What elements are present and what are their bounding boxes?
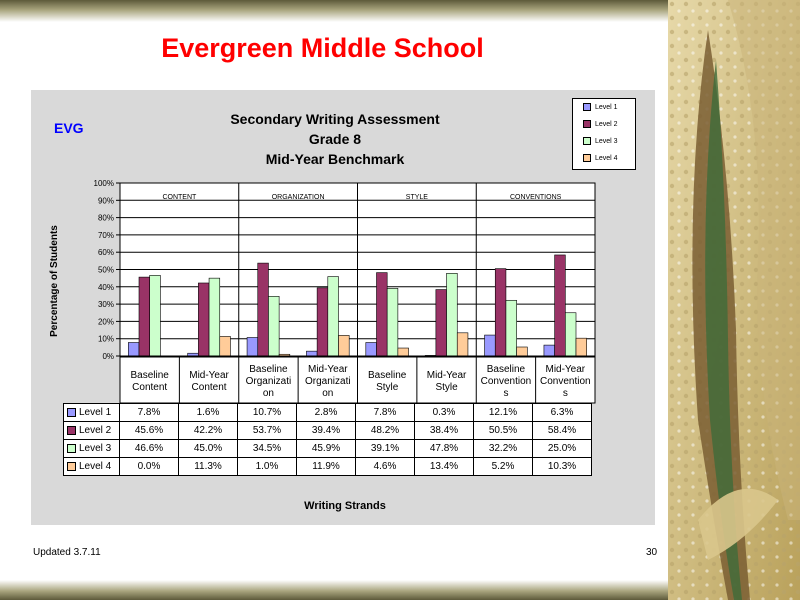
bar [517, 347, 528, 356]
table-cell: 25.0% [533, 440, 592, 458]
bar [485, 335, 496, 356]
table-cell: 7.8% [356, 404, 415, 422]
school-code-label: EVG [54, 120, 84, 136]
bar [398, 348, 409, 356]
table-cell: 45.6% [120, 422, 179, 440]
table-cell: 11.3% [179, 458, 238, 476]
y-tick-label: 100% [93, 179, 114, 188]
row-label: Level 2 [79, 425, 112, 436]
legend-label: Level 2 [595, 120, 618, 128]
legend-label: Level 4 [595, 154, 618, 162]
y-tick-label: 80% [97, 213, 114, 223]
table-row-header [64, 404, 120, 422]
y-tick-label: 50% [97, 265, 114, 275]
row-label: Level 3 [79, 443, 112, 454]
y-axis-label: Percentage of Students [49, 225, 60, 337]
x-tick-label: Content [132, 382, 168, 393]
table-row-level-4 [64, 458, 592, 476]
x-tick-label: Convention [540, 376, 591, 387]
bar [377, 273, 388, 356]
bar [268, 296, 279, 356]
bar [209, 278, 220, 356]
legend-label: Level 1 [595, 103, 618, 111]
row-swatch-level-2 [67, 426, 76, 435]
bar [436, 290, 447, 356]
table-cell: 46.6% [120, 440, 179, 458]
y-tick-label: 40% [97, 282, 114, 292]
bar [139, 277, 150, 356]
slide-title: Evergreen Middle School [161, 33, 484, 63]
table-cell: 58.4% [533, 422, 592, 440]
table-cell: 32.2% [474, 440, 533, 458]
table-cell: 5.2% [474, 458, 533, 476]
row-swatch-level-4 [67, 462, 76, 471]
updated-date-note: Updated 3.7.11 [33, 547, 101, 558]
bar [506, 300, 517, 356]
bar [387, 288, 398, 356]
x-tick-label: s [503, 388, 509, 399]
table-cell: 10.3% [533, 458, 592, 476]
y-tick-label: 10% [97, 334, 114, 344]
table-cell: 0.0% [120, 458, 179, 476]
table-cell: 48.2% [356, 422, 415, 440]
x-tick-label: Mid-Year [545, 364, 586, 375]
table-cell: 38.4% [415, 422, 474, 440]
y-tick-label: 0% [102, 352, 114, 361]
table-cell: 1.0% [238, 458, 297, 476]
x-tick-label: on [322, 388, 334, 399]
x-tick-label: Organizati [245, 376, 292, 387]
chart-title-line-1: Secondary Writing Assessment [230, 111, 440, 127]
row-label: Level 1 [79, 407, 112, 418]
bar [220, 336, 231, 356]
y-tick-label: 20% [97, 317, 114, 327]
table-cell: 12.1% [474, 404, 533, 422]
table-cell: 39.4% [297, 422, 356, 440]
bar [198, 283, 209, 356]
table-cell: 45.0% [179, 440, 238, 458]
bar [328, 277, 339, 356]
x-tick-label: Baseline [486, 364, 526, 375]
table-cell: 45.9% [297, 440, 356, 458]
legend-label: Level 3 [595, 137, 618, 145]
table-cell: 11.9% [297, 458, 356, 476]
bar [128, 343, 139, 356]
table-cell: 10.7% [238, 404, 297, 422]
table-cell: 7.8% [120, 404, 179, 422]
x-tick-label: Convention [480, 376, 532, 387]
x-tick-label: Mid-Year [426, 370, 467, 381]
table-cell: 4.6% [356, 458, 415, 476]
table-row-header [64, 458, 120, 476]
x-tick-label: s [562, 388, 568, 399]
bar [555, 255, 566, 356]
data-table [63, 403, 592, 476]
x-tick-label: Baseline [368, 370, 407, 381]
table-cell: 0.3% [415, 404, 474, 422]
bar [317, 288, 328, 356]
page-number: 30 [646, 547, 658, 558]
table-cell: 6.3% [533, 404, 592, 422]
bar [457, 333, 468, 356]
table-cell: 39.1% [356, 440, 415, 458]
bar [565, 313, 576, 356]
group-label: ORGANIZATION [271, 194, 325, 201]
group-label: STYLE [405, 194, 428, 201]
table-cell: 50.5% [474, 422, 533, 440]
table-cell: 42.2% [179, 422, 238, 440]
bar [447, 273, 458, 356]
table-cell: 53.7% [238, 422, 297, 440]
table-cell: 2.8% [297, 404, 356, 422]
row-label: Level 4 [79, 461, 112, 472]
bar [366, 343, 377, 356]
bar [150, 275, 161, 356]
table-cell: 1.6% [179, 404, 238, 422]
x-tick-label: Organizati [305, 376, 351, 387]
bar [247, 337, 258, 356]
table-cell: 47.8% [415, 440, 474, 458]
group-label: CONTENT [162, 194, 197, 201]
x-tick-label: Mid-Year [307, 364, 348, 375]
bar [495, 269, 506, 356]
x-axis-label: Writing Strands [304, 500, 386, 512]
table-row-level-2 [64, 422, 592, 440]
x-tick-label: Content [191, 382, 227, 393]
x-tick-label: Mid-Year [189, 370, 229, 381]
table-row-header [64, 440, 120, 458]
bar [306, 351, 317, 356]
table-cell: 34.5% [238, 440, 297, 458]
x-tick-label: Style [376, 382, 399, 393]
group-label: CONVENTIONS [509, 194, 562, 201]
row-swatch-level-3 [67, 444, 76, 453]
table-row-header [64, 422, 120, 440]
table-cell: 13.4% [415, 458, 474, 476]
chart-title-line-2: Grade 8 [308, 131, 362, 147]
table-row-level-1 [64, 404, 592, 422]
y-tick-label: 70% [97, 230, 114, 240]
x-tick-label: Baseline [130, 370, 169, 381]
chart-title-line-3: Mid-Year Benchmark [265, 151, 405, 167]
bar [258, 263, 269, 356]
x-tick-label: Style [435, 382, 458, 393]
bar [544, 345, 555, 356]
bar [339, 335, 350, 356]
row-swatch-level-1 [67, 408, 76, 417]
y-tick-label: 90% [97, 196, 114, 206]
x-tick-label: on [262, 388, 274, 399]
bar [576, 338, 587, 356]
y-tick-label: 30% [97, 300, 114, 310]
table-row-level-3 [64, 440, 592, 458]
x-tick-label: Baseline [249, 364, 288, 375]
y-tick-label: 60% [97, 248, 114, 258]
